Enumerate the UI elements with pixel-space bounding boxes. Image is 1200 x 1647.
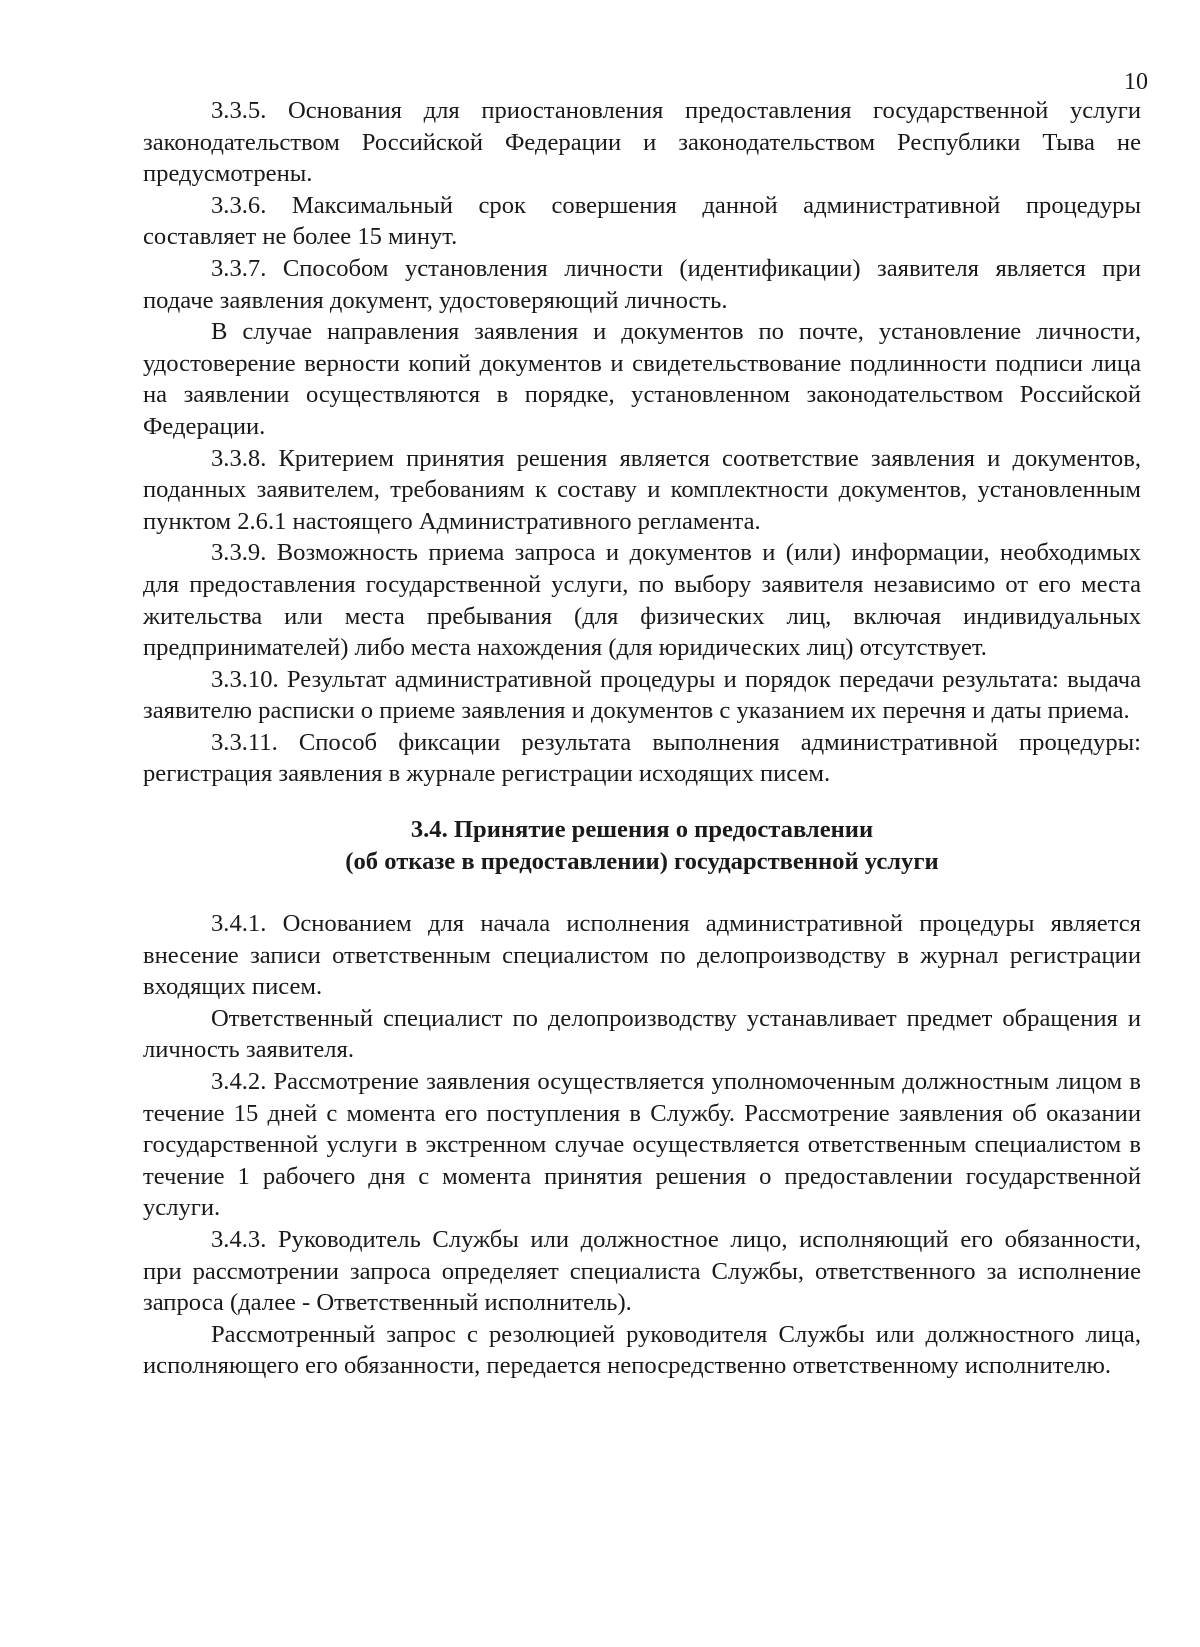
paragraph-mail-identification: В случае направления заявления и документов по почте, установление личности, удостоверение верности копий документов и свидетельствование подлинности подписи лица на заявлении осуществляются в порядке, установленном законодательством Российской Федерации. bbox=[143, 318, 1141, 440]
paragraph-3-4-1: 3.4.1. Основанием для начала исполнения административной процедуры является внесение записи ответственным специалистом по делопроизводству в журнал регистрации входящих писем. bbox=[143, 910, 1141, 1001]
paragraph-3-3-8: 3.3.8. Критерием принятия решения является соответствие заявления и документов, поданных заявителем, требованиям к составу и комплектности документов, установленным пунктом 2.6.1 настоящего Административного регламента. bbox=[143, 444, 1141, 535]
paragraph-3-4-2: 3.4.2. Рассмотрение заявления осуществляется уполномоченным должностным лицом в течение 15 дней с момента его поступления в Службу. Рассмотрение заявления об оказании государственной услуги в экстренном случае осуществляется ответственным специалистом в течение 1 рабочего дня с момента принятия решения о предоставлении государственной услуги. bbox=[143, 1068, 1141, 1222]
paragraph-3-3-7: 3.3.7. Способом установления личности (идентификации) заявителя является при подаче заявления документ, удостоверяющий личность. bbox=[143, 254, 1141, 314]
paragraph-3-3-11: 3.3.11. Способ фиксации результата выполнения административной процедуры: регистрация заявления в журнале регистрации исходящих писем. bbox=[143, 728, 1141, 788]
section-heading-3-4 bbox=[143, 814, 1141, 878]
paragraph-3-3-6: 3.3.6. Максимальный срок совершения данной административной процедуры составляет не более 15 минут. bbox=[143, 191, 1141, 251]
paragraph-3-4-3: 3.4.3. Руководитель Службы или должностное лицо, исполняющий его обязанности, при рассмотрении запроса определяет специалиста Службы, ответственного за исполнение запроса (далее - Ответственный исполнитель). bbox=[143, 1226, 1141, 1317]
section-heading-line-1: 3.4. Принятие решения о предоставлении bbox=[410, 816, 874, 844]
paragraph-3-3-5: 3.3.5. Основания для приостановления предоставления государственной услуги законодательством Российской Федерации и законодательством Республики Тыва не предусмотрены. bbox=[143, 97, 1141, 188]
paragraph-reviewed-request: Рассмотренный запрос с резолюцией руководителя Службы или должностного лица, исполняющего его обязанности, передается непосредственно ответственному исполнителю. bbox=[143, 1320, 1141, 1380]
paragraph-3-3-10: 3.3.10. Результат административной процедуры и порядок передачи результата: выдача заявителю расписки о приеме заявления и документов с указанием их перечня и даты приема. bbox=[143, 665, 1141, 725]
paragraph-responsible-specialist: Ответственный специалист по делопроизводству устанавливает предмет обращения и личность заявителя. bbox=[143, 1004, 1141, 1064]
document-body bbox=[143, 95, 1141, 1382]
page-number: 10 bbox=[1124, 69, 1148, 95]
section-heading-line-2: (об отказе в предоставлении) государственной услуги bbox=[345, 848, 939, 876]
paragraph-3-3-9: 3.3.9. Возможность приема запроса и документов и (или) информации, необходимых для предоставления государственной услуги, по выбору заявителя независимо от его места жительства или места пребывания (для физических лиц, включая индивидуальных предпринимателей) либо места нахождения (для юридических лиц) отсутствует. bbox=[143, 539, 1141, 662]
